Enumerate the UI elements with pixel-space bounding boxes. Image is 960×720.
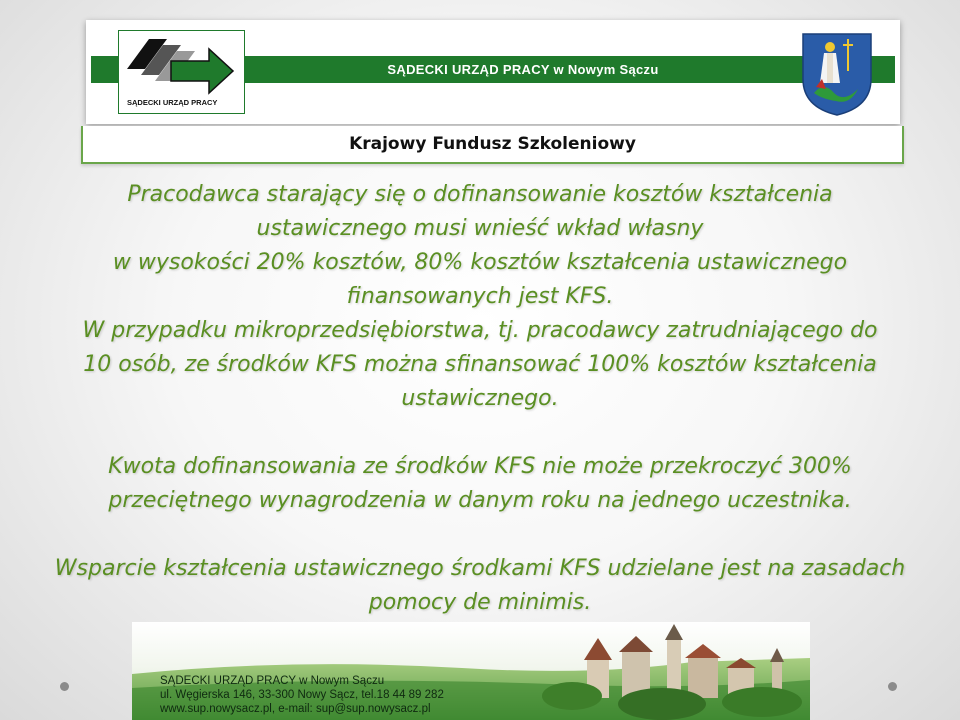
footer-office-name: SĄDECKI URZĄD PRACY w Nowym Sączu <box>160 675 385 687</box>
section-title: Krajowy Fundusz Szkoleniowy <box>349 134 636 154</box>
paragraph-line: Pracodawca starający się o dofinansowanie kosztów kształcenia <box>127 182 833 207</box>
footer-web-email: www.sup.nowysacz.pl, e-mail: sup@sup.nowysacz.pl <box>160 703 431 715</box>
paragraph-line: Wsparcie kształcenia ustawicznego środkami KFS udzielane jest na zasadach <box>54 556 906 581</box>
footer-banner <box>132 622 810 720</box>
footer-contact <box>160 674 444 716</box>
coat-of-arms-icon <box>800 31 874 117</box>
paragraph-line: w wysokości 20% kosztów, 80% kosztów kształcenia ustawicznego <box>112 250 848 275</box>
logo-caption: SĄDECKI URZĄD PRACY <box>127 98 218 107</box>
paragraph-line: 10 osób, ze środków KFS można sfinansować 100% kosztów kształcenia <box>83 352 877 377</box>
left-dot-decoration <box>60 682 69 691</box>
right-dot-decoration <box>888 682 897 691</box>
header-banner <box>86 20 900 124</box>
paragraph-line: W przypadku mikroprzedsiębiorstwa, tj. pracodawcy zatrudniającego do <box>82 318 878 343</box>
paragraph-line: Kwota dofinansowania ze środków KFS nie może przekroczyć 300% <box>108 454 852 479</box>
office-logo <box>118 30 245 114</box>
header-title: SĄDECKI URZĄD PRACY w Nowym Sączu <box>387 62 659 77</box>
paragraph-line: pomocy de minimis. <box>368 590 592 615</box>
paragraph-line: przeciętnego wynagrodzenia w danym roku na jednego uczestnika. <box>108 488 852 513</box>
footer-address: ul. Węgierska 146, 33-300 Nowy Sącz, tel.18 44 89 282 <box>160 689 444 701</box>
main-content <box>40 178 920 620</box>
paragraph-line: ustawicznego musi wnieść wkład własny <box>256 216 704 241</box>
paragraph-line: ustawicznego. <box>401 386 559 411</box>
paragraph-line: finansowanych jest KFS. <box>346 284 614 309</box>
section-heading-box <box>81 126 904 164</box>
